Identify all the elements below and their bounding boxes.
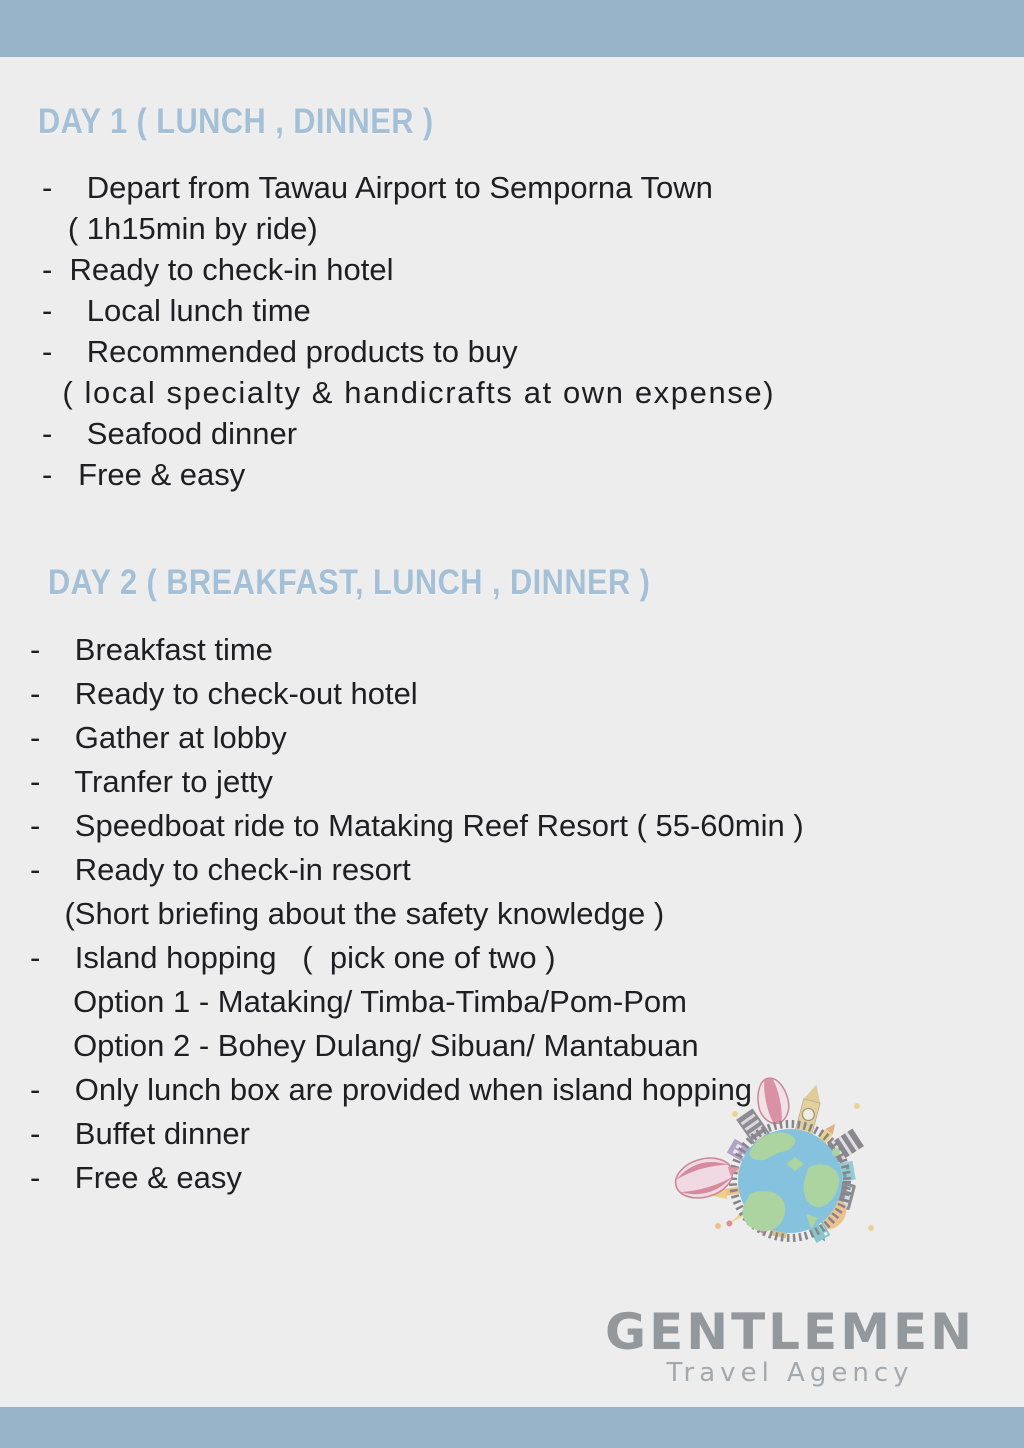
day1-heading: DAY 1 ( LUNCH , DINNER ) <box>38 102 434 141</box>
bottom-color-bar <box>0 1407 1024 1448</box>
day1-item-depart: - Depart from Tawau Airport to Semporna Town <box>42 170 713 205</box>
day2-item-speedboat: - Speedboat ride to Mataking Reef Resort ( 55-60min ) <box>30 808 804 843</box>
day1-item-lunch: - Local lunch time <box>42 293 311 328</box>
day2-item-lunchbox: - Only lunch box are provided when island hopping <box>30 1072 753 1107</box>
day2-item-lobby: - Gather at lobby <box>30 720 287 755</box>
day1-item-products-cont: ( local specialty & handicrafts at own expense) <box>42 375 776 410</box>
logo-name-text: GENTLEMEN <box>605 1303 975 1361</box>
day2-item-option2: Option 2 - Bohey Dulang/ Sibuan/ Mantabuan <box>30 1028 699 1063</box>
day2-item-jetty: - Tranfer to jetty <box>30 764 273 799</box>
day1-item-depart-cont: ( 1h15min by ride) <box>42 211 318 246</box>
day1-itinerary-list <box>42 167 775 495</box>
day1-item-products: - Recommended products to buy <box>42 334 518 369</box>
day2-heading: DAY 2 ( BREAKFAST, LUNCH , DINNER ) <box>48 563 651 602</box>
logo-subtitle-text: Travel Agency <box>666 1358 914 1388</box>
day2-item-free-easy: - Free & easy <box>30 1160 242 1195</box>
day1-item-checkin: - Ready to check-in hotel <box>42 252 394 287</box>
day2-item-option1: Option 1 - Mataking/ Timba-Timba/Pom-Pom <box>30 984 687 1019</box>
day1-item-seafood: - Seafood dinner <box>42 416 298 451</box>
day1-item-free-easy: - Free & easy <box>42 457 246 492</box>
day2-item-checkout: - Ready to check-out hotel <box>30 676 418 711</box>
day2-item-breakfast: - Breakfast time <box>30 632 273 667</box>
day2-item-buffet: - Buffet dinner <box>30 1116 250 1151</box>
day2-item-briefing-cont: (Short briefing about the safety knowledge ) <box>30 896 665 931</box>
day2-itinerary-list <box>30 628 804 1200</box>
day2-item-island-hopping: - Island hopping ( pick one of two ) <box>30 940 556 975</box>
day2-item-checkin-resort: - Ready to check-in resort <box>30 852 411 887</box>
top-color-bar <box>0 0 1024 57</box>
